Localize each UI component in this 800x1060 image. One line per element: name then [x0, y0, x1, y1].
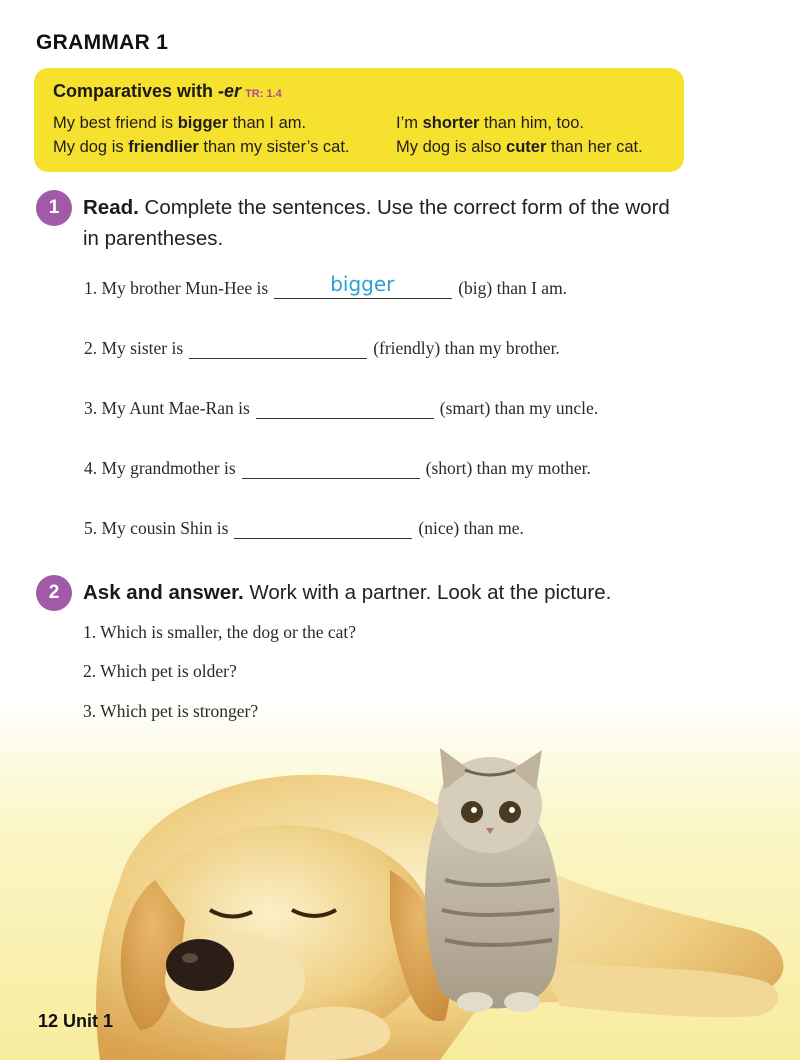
- answer-blank[interactable]: [274, 272, 452, 299]
- page-footer: 12 Unit 1: [38, 1011, 114, 1031]
- grammar-heading-er: -er: [218, 81, 242, 101]
- activity-1-instructions: Read. Complete the sentences. Use the correct form of the word in parentheses.: [83, 196, 670, 250]
- handwritten-answer: bigger: [330, 272, 395, 296]
- grammar-heading: [53, 81, 282, 102]
- answer-blank[interactable]: [189, 336, 367, 359]
- grammar-example: I’m shorter than him, too.: [396, 114, 585, 132]
- answer-blank[interactable]: [256, 396, 434, 419]
- grammar-example: My dog is also cuter than her cat.: [396, 138, 643, 156]
- exercise-item: 2. My sister is (friendly) than my brother.: [84, 338, 560, 358]
- activity-2-number: 2: [36, 575, 72, 611]
- grammar-example: My dog is friendlier than my sister’s cat.: [53, 138, 350, 156]
- exercise-item: 4. My grandmother is (short) than my mother.: [84, 458, 591, 478]
- question-item: 1. Which is smaller, the dog or the cat?: [83, 622, 357, 642]
- exercise-item: 1. My brother Mun-Hee is bigger (big) than I am.: [84, 272, 568, 298]
- track-label: TR: 1.4: [245, 88, 282, 100]
- section-title: GRAMMAR 1: [36, 31, 169, 54]
- question-item: 2. Which pet is older?: [83, 661, 237, 681]
- grammar-example: My best friend is bigger than I am.: [53, 114, 307, 132]
- activity-2-instructions: Ask and answer. Work with a partner. Look at the picture.: [83, 581, 612, 604]
- exercise-item: 3. My Aunt Mae-Ran is (smart) than my uncle.: [84, 398, 599, 418]
- exercise-item: 5. My cousin Shin is (nice) than me.: [84, 518, 524, 538]
- grammar-box: [34, 68, 684, 172]
- dog-nose: [166, 939, 234, 991]
- grammar-heading-text: Comparatives with: [53, 81, 219, 101]
- activity-1-number: 1: [36, 190, 72, 226]
- kitten-paw-right: [504, 992, 540, 1012]
- answer-blank[interactable]: [242, 456, 420, 479]
- kitten-paw-left: [457, 992, 493, 1012]
- answer-blank[interactable]: [234, 516, 412, 539]
- question-item: 3. Which pet is stronger?: [83, 701, 259, 721]
- dog-and-cat-photo: [60, 730, 800, 1060]
